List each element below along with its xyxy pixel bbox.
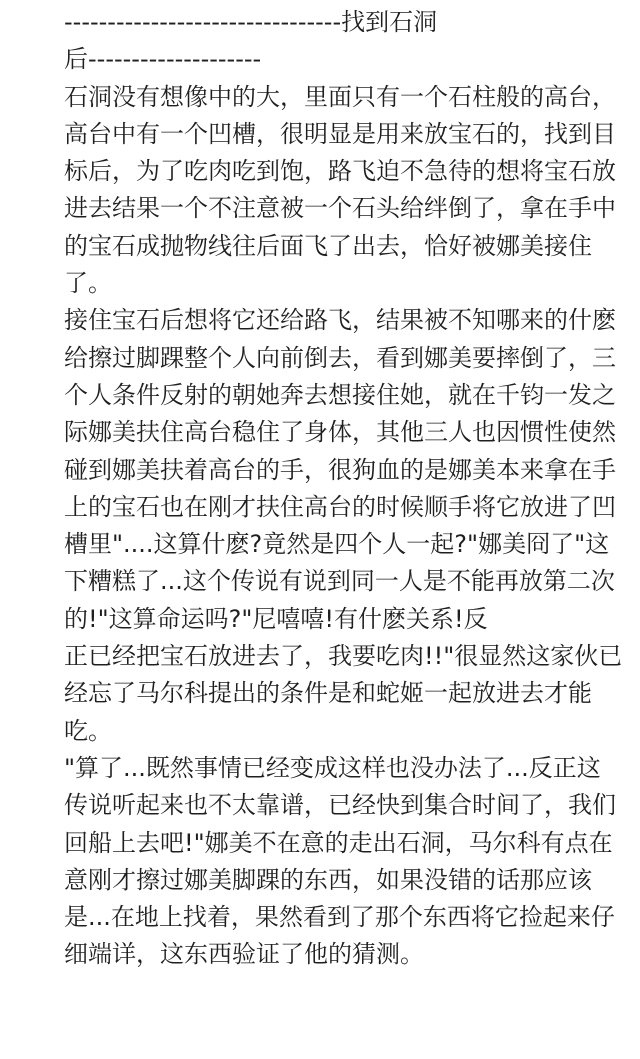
text-line: 接住宝石后想将它还给路飞，结果被不知哪来的什麽	[64, 306, 616, 335]
article-text	[64, 0, 630, 974]
text-line: 高台中有一个凹槽，很明显是用来放宝石的，找到目	[64, 119, 616, 148]
text-line: 际娜美扶住高台稳住了身体，其他三人也因惯性使然	[64, 418, 616, 447]
text-line: 意刚才擦过娜美脚踝的东西，如果没错的话那应该	[64, 865, 592, 894]
text-line: 下糟糕了...这个传说有说到同一人是不能再放第二次	[64, 567, 615, 596]
text-line: 给擦过脚踝整个人向前倒去，看到娜美要摔倒了，三	[64, 343, 616, 372]
text-line: 了。	[64, 269, 112, 298]
text-line: 正已经把宝石放进去了，我要吃肉!!"很显然这家伙已	[64, 642, 623, 671]
text-line: 石洞没有想像中的大，里面只有一个石柱般的高台，	[64, 82, 616, 111]
text-line: --------------------------------找到石洞	[64, 8, 438, 36]
text-line: 是...在地上找着，果然看到了那个东西将它捡起来仔	[64, 903, 615, 932]
text-line: 吃。	[64, 716, 112, 745]
text-line: 经忘了马尔科提出的条件是和蛇姬一起放进去才能	[64, 679, 592, 708]
text-line: 回船上去吧!"娜美不在意的走出石洞，马尔科有点在	[64, 828, 613, 857]
text-line: 细端详，这东西验证了他的猜测。	[64, 940, 424, 969]
text-line: 槽里"....这算什麽?竟然是四个人一起?"娜美冏了"这	[64, 530, 610, 559]
text-line: 上的宝石也在刚才扶住高台的时候顺手将它放进了凹	[64, 492, 616, 521]
text-line: 的!"这算命运吗?"尼嘻嘻!有什麽关系!反	[64, 604, 488, 633]
text-line: 传说听起来也不太靠谱，已经快到集合时间了，我们	[64, 791, 616, 820]
text-line: 的宝石成抛物线往后面飞了出去，恰好被娜美接住	[64, 231, 592, 260]
text-line: 进去结果一个不注意被一个石头给绊倒了，拿在手中	[64, 194, 616, 223]
text-line: 标后，为了吃肉吃到饱，路飞迫不急待的想将宝石放	[64, 157, 616, 186]
text-line: 碰到娜美扶着高台的手，很狗血的是娜美本来拿在手	[64, 455, 616, 484]
text-line: "算了...既然事情已经变成这样也没办法了...反正这	[64, 753, 601, 782]
text-line: 后--------------------	[64, 45, 262, 74]
text-line: 个人条件反射的朝她奔去想接住她，就在千钧一发之	[64, 380, 616, 409]
